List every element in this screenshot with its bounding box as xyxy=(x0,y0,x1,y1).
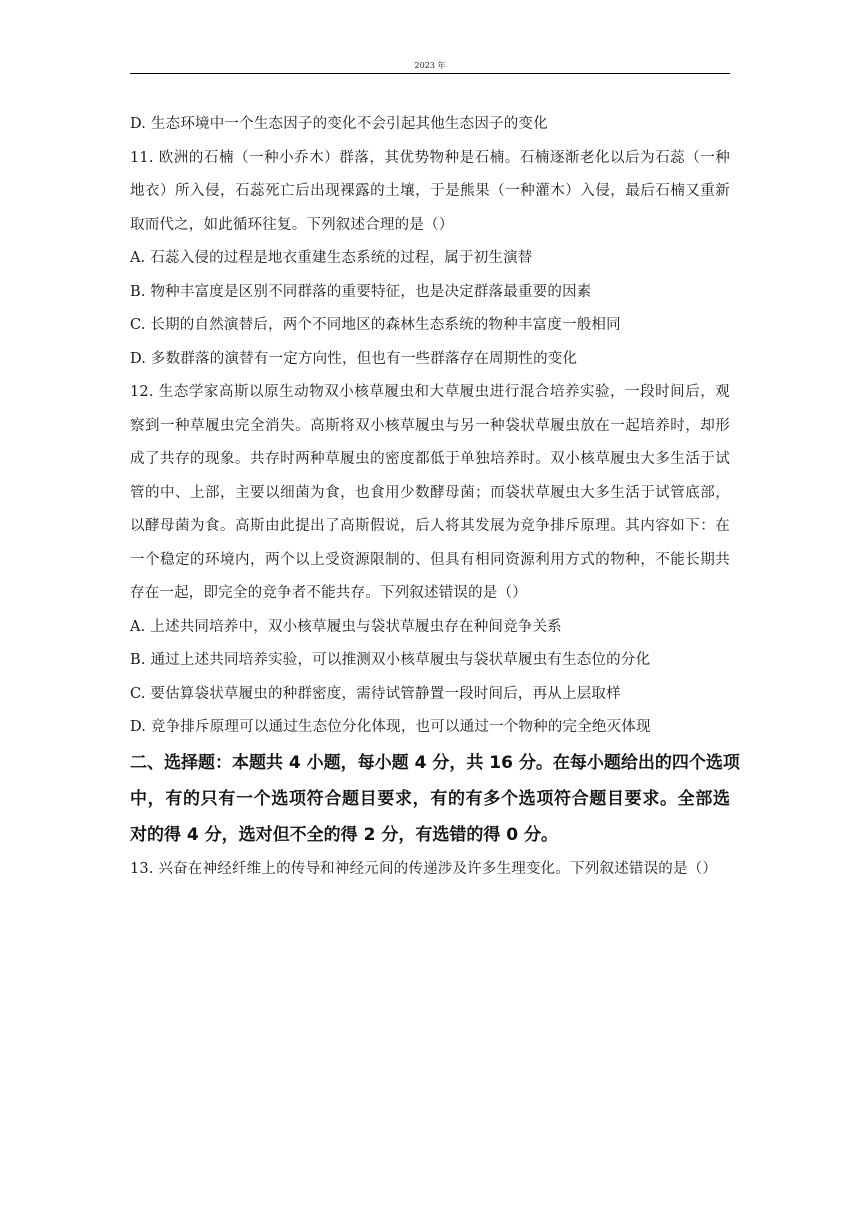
q12-stem-line: 以酵母菌为食。高斯由此提出了高斯假说，后人将其发展为竞争排斥原理。其内容如下：在 xyxy=(130,518,730,534)
question-11 xyxy=(130,142,730,377)
q11-option-b: B. 物种丰富度是区别不同群落的重要特征，也是决定群落最重要的因素 xyxy=(130,283,592,300)
section-2-heading xyxy=(130,745,740,853)
q11-option-c: C. 长期的自然演替后，两个不同地区的森林生态系统的物种丰富度一般相同 xyxy=(130,317,621,333)
section-2-title-line: 中，有的只有一个选项符合题目要求，有的有多个选项符合题目要求。全部选 xyxy=(130,788,730,809)
section-2-title-line: 对的得 4 分，选对但不全的得 2 分，有选错的得 0 分。 xyxy=(130,824,558,845)
q12-option-c: C. 要估算袋状草履虫的种群密度，需待试管静置一段时间后，再从上层取样 xyxy=(130,685,621,702)
header-divider xyxy=(130,73,730,74)
question-13 xyxy=(130,853,730,887)
q12-stem-line: 管的中、上部，主要以细菌为食，也食用少数酵母菌；而袋状草履虫大多生活于试管底部， xyxy=(130,484,730,501)
page-header-year: 2023 年 xyxy=(414,61,446,70)
q11-option-d: D. 多数群落的演替有一定方向性，但也有一些群落存在周期性的变化 xyxy=(130,350,578,367)
q12-stem-line: 成了共存的现象。共存时两种草履虫的密度都低于单独培养时。双小核草履虫大多生活于试 xyxy=(130,451,730,467)
q13-stem-line: 13. 兴奋在神经纤维上的传导和神经元间的传递涉及许多生理变化。下列叙述错误的是（） xyxy=(130,860,718,877)
q11-stem-line: 11. 欧洲的石楠（一种小乔木）群落，其优势物种是石楠。石楠逐渐老化以后为石蕊（一种 xyxy=(130,149,730,166)
q12-stem-line: 12. 生态学家高斯以原生动物双小核草履虫和大草履虫进行混合培养实验，一段时间后，观 xyxy=(130,384,730,400)
q12-stem-line: 存在一起，即完全的竞争者不能共存。下列叙述错误的是（） xyxy=(130,585,527,601)
q11-stem-line: 取而代之，如此循环往复。下列叙述合理的是（） xyxy=(130,216,454,233)
question-12 xyxy=(130,376,730,745)
q12-option-b: B. 通过上述共同培养实验，可以推测双小核草履虫与袋状草履虫有生态位的分化 xyxy=(130,652,651,668)
q12-option-d: D. 竞争排斥原理可以通过生态位分化体现，也可以通过一个物种的完全绝灭体现 xyxy=(130,719,651,735)
section-2-title-line: 二、选择题：本题共 4 小题，每小题 4 分，共 16 分。在每小题给出的四个选项 xyxy=(130,752,740,773)
q11-option-a: A. 石蕊入侵的过程是地衣重建生态系统的过程，属于初生演替 xyxy=(130,250,533,266)
q12-option-a: A. 上述共同培养中，双小核草履虫与袋状草履虫存在种间竞争关系 xyxy=(130,618,562,635)
exam-page-content xyxy=(130,108,740,886)
question-10-tail xyxy=(130,108,730,142)
q11-stem-line: 地衣）所入侵，石蕊死亡后出现裸露的土壤，于是熊果（一种灌木）入侵，最后石楠又重新 xyxy=(130,183,730,199)
q10-option-d: D. 生态环境中一个生态因子的变化不会引起其他生态因子的变化 xyxy=(130,116,548,132)
q12-stem-line: 察到一种草履虫完全消失。高斯将双小核草履虫与另一种袋状草履虫放在一起培养时，却形 xyxy=(130,417,730,434)
q12-stem-line: 一个稳定的环境内，两个以上受资源限制的、但具有相同资源利用方式的物种，不能长期共 xyxy=(130,551,730,568)
